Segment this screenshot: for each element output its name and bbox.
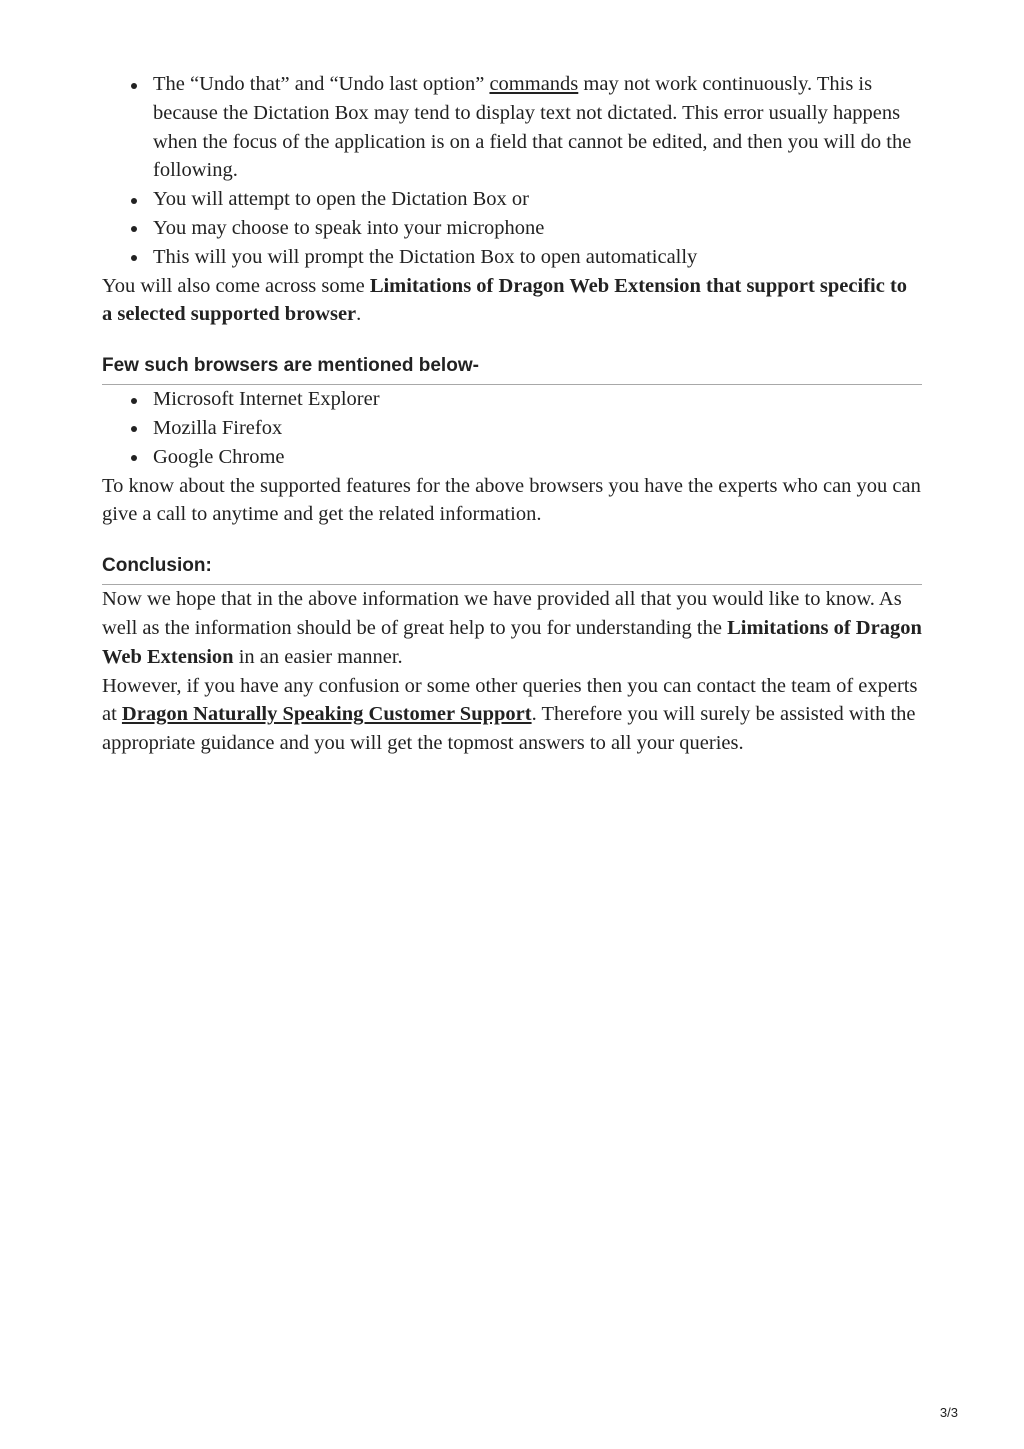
- bullet-icon: [131, 455, 137, 461]
- support-text-pre: However, if you have any confusion or some other queries then you can contact the team of experts at: [102, 674, 918, 726]
- commands-link[interactable]: commands: [489, 73, 579, 95]
- bullet-icon: [131, 83, 137, 89]
- browsers-section-header: [102, 354, 922, 385]
- list-item-text-pre: The “Undo that” and “Undo last option”: [153, 73, 490, 95]
- bullet-icon: [131, 255, 137, 261]
- limitations-paragraph: [102, 272, 922, 330]
- list-item: [102, 185, 922, 214]
- list-item-text: This will you will prompt the Dictation Box to open automatically: [153, 245, 698, 268]
- bullet-icon: [131, 398, 137, 404]
- bullet-icon: [131, 226, 137, 232]
- browser-name: Mozilla Firefox: [153, 416, 283, 439]
- list-item: [102, 214, 922, 243]
- conclusion-text-pre: Now we hope that in the above information we have provided all that you would like to know. As well as the information should be of great help to you for understanding the: [102, 588, 902, 639]
- conclusion-paragraph: [102, 585, 922, 671]
- undo-issues-list: [102, 70, 922, 272]
- list-item-text-post: may not work continuously. This is because the Dictation Box may tend to display text not dictated. This error usually happens when the focus of the application is on a field that cannot be edited, and then you will do the following.: [153, 73, 912, 182]
- document-page: [102, 70, 922, 758]
- page-number: 3/3: [939, 1405, 958, 1420]
- browser-name: Google Chrome: [153, 445, 285, 468]
- customer-support-link[interactable]: Dragon Naturally Speaking Customer Support: [121, 703, 532, 726]
- limitations-text-pre: You will also come across some: [102, 274, 370, 297]
- list-item-text: You may choose to speak into your microphone: [153, 216, 545, 239]
- conclusion-section-header: [102, 554, 922, 585]
- browser-name: Microsoft Internet Explorer: [153, 388, 380, 411]
- list-item: [102, 243, 922, 272]
- list-item: [102, 70, 922, 185]
- conclusion-heading: Conclusion:: [102, 554, 922, 585]
- bullet-icon: [131, 198, 137, 204]
- conclusion-text-post: in an easier manner.: [233, 645, 403, 668]
- support-text-post: . Therefore you will surely be assisted with the appropriate guidance and you will get the topmost answers to all your queries.: [102, 703, 916, 755]
- list-item: [102, 414, 922, 443]
- browsers-list: [102, 385, 922, 471]
- browsers-heading: Few such browsers are mentioned below-: [102, 354, 922, 385]
- bullet-icon: [131, 426, 137, 432]
- limitations-text-post: .: [356, 303, 362, 326]
- list-item: [102, 385, 922, 414]
- list-item-text: You will attempt to open the Dictation Box or: [153, 188, 529, 211]
- experts-paragraph: To know about the supported features for the above browsers you have the experts who can you can give a call to anytime and get the related information.: [102, 474, 921, 526]
- conclusion-bold-text: Limitations of Dragon Web Extension: [102, 616, 922, 668]
- support-paragraph: [102, 672, 922, 758]
- list-item: [102, 443, 922, 472]
- limitations-bold-text: Limitations of Dragon Web Extension that support specific to a selected supported browser: [102, 274, 908, 326]
